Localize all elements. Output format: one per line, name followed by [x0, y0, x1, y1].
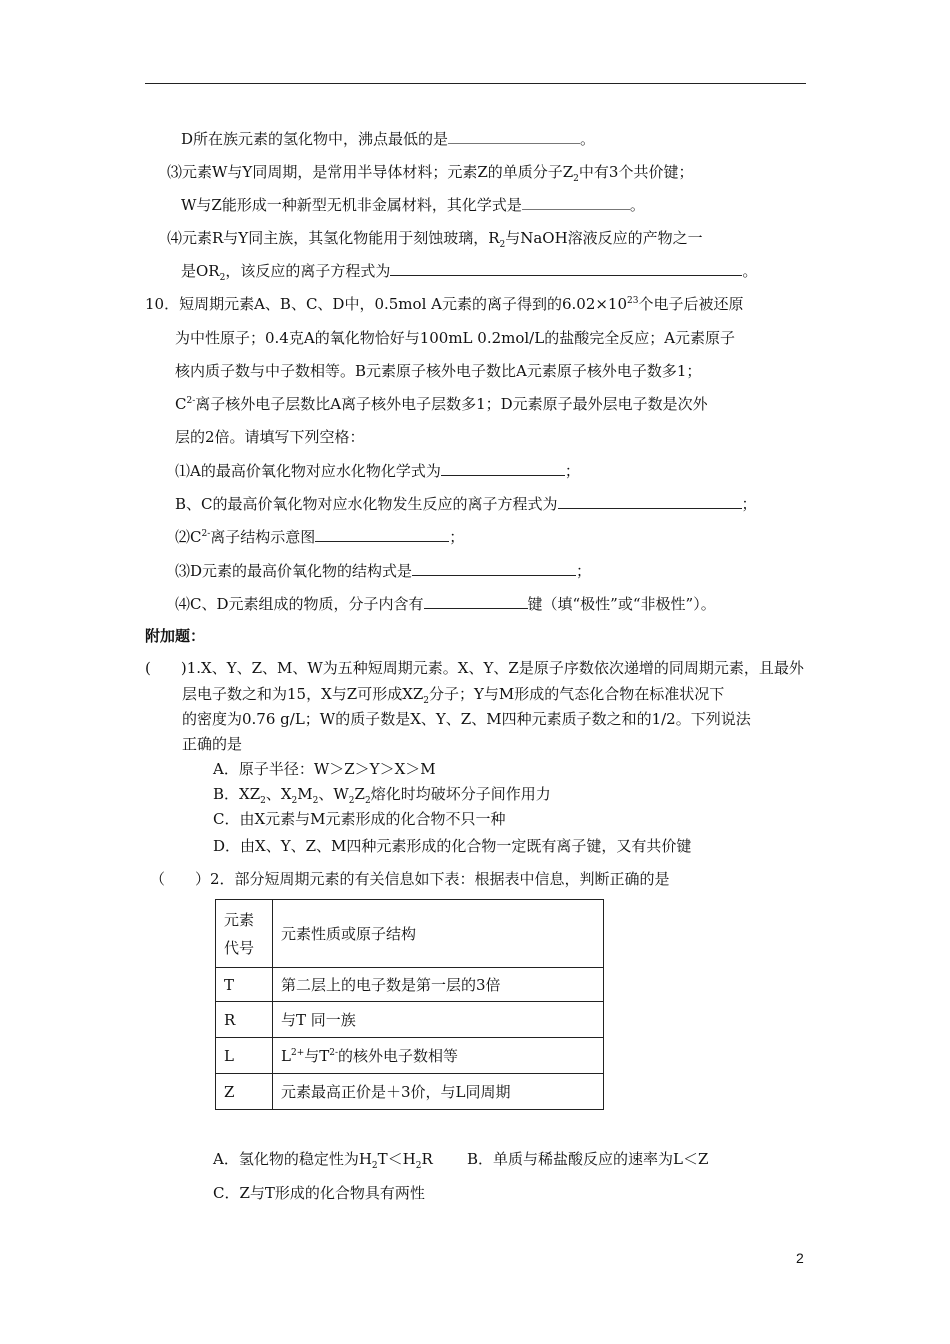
answer-blank[interactable]: [412, 561, 576, 576]
extra-q1-option-d: D．由X、Y、Z、M四种元素形成的化合物一定既有离子键，又有共价键: [213, 837, 692, 855]
header-code: 元素 代号: [216, 900, 273, 968]
q9-part4-line2: 是$OR_2$，该反应的离子方程式为 。: [181, 262, 758, 283]
element-code: T: [216, 968, 273, 1002]
q9-part4-line1: ⑷元素R与Y同主族，其氢化物能用于刻蚀玻璃，$R_2$与NaOH溶液反应的产物之一: [167, 229, 703, 250]
answer-bracket[interactable]: ( ): [145, 659, 187, 677]
element-desc: 与T 同一族: [273, 1002, 604, 1038]
q10-sub1: ⑴A的最高价氧化物对应水化物化学式为 ；: [175, 462, 580, 480]
answer-blank[interactable]: [441, 461, 565, 476]
extra-q1-option-a: A．原子半径：W＞Z＞Y＞X＞M: [213, 760, 436, 778]
extra-q1-option-c: C．由X元素与M元素形成的化合物不只一种: [213, 810, 506, 828]
element-desc: $L^{2+}$与$T^{2-}$的核外电子数相等: [273, 1038, 604, 1074]
answer-blank[interactable]: [390, 261, 742, 276]
q9-part3-line2: W与Z能形成一种新型无机非金属材料，其化学式是 。: [181, 196, 645, 214]
extra-q2-option-c: C．Z与T形成的化合物具有两性: [213, 1184, 425, 1202]
extra-q1-line1: ( )1.X、Y、Z、M、W为五种短周期元素。X、Y、Z是原子序数依次递增的同周期元素，且最外: [145, 659, 804, 677]
extra-q1-line3: 的密度为0.76 g/L；W的质子数是X、Y、Z、M四种元素质子数之和的1/2。下列说法: [182, 710, 751, 728]
answer-blank[interactable]: [315, 527, 449, 542]
q10-sub1b: B、C的最高价氧化物对应水化物发生反应的离子方程式为 ；: [175, 495, 757, 513]
q10-sub3: ⑶D元素的最高价氧化物的结构式是 ；: [175, 562, 592, 580]
table-row: [216, 1002, 604, 1038]
element-code: Z: [216, 1074, 273, 1110]
q10-line5: 层的2倍。请填写下列空格：: [175, 428, 365, 446]
element-desc: 元素最高正价是＋3价，与L同周期: [273, 1074, 604, 1110]
element-info-table: [215, 899, 604, 1110]
header-property: 元素性质或原子结构: [273, 900, 604, 968]
q10-sub4: ⑷C、D元素组成的物质，分子内含有 键（填“极性”或“非极性”）。: [175, 595, 716, 613]
extra-heading: 附加题：: [145, 627, 206, 645]
extra-q2-stem: （ ）2．部分短周期元素的有关信息如下表：根据表中信息，判断正确的是: [150, 870, 670, 888]
answer-blank[interactable]: [448, 129, 580, 144]
q10-line2: 为中性原子；0.4克A的氧化物恰好与100mL 0.2mol/L的盐酸完全反应；A元素原子: [175, 329, 736, 347]
extra-q1-line4: 正确的是: [182, 735, 243, 753]
answer-blank[interactable]: [522, 195, 630, 210]
table-row: [216, 968, 604, 1002]
q9-part3-line1: ⑶元素W与Y同周期，是常用半导体材料；元素Z的单质分子$Z_2$中有3个共价键；: [167, 163, 694, 184]
answer-blank[interactable]: [558, 494, 742, 509]
q10-line3: 核内质子数与中子数相等。B元素原子核外电子数比A元素原子核外电子数多1；: [175, 362, 702, 380]
q9-line-d: D所在族元素的氢化物中，沸点最低的是 。: [181, 130, 596, 148]
q10-sub2: $⑵C^{2-}$离子结构示意图 ；: [175, 528, 465, 546]
extra-q2-option-a: A．氢化物的稳定性为$H_2T<H_2R$: [213, 1150, 433, 1171]
element-code: L: [216, 1038, 273, 1074]
table-header-row: [216, 900, 604, 968]
element-code: R: [216, 1002, 273, 1038]
table-row: [216, 1038, 604, 1074]
answer-blank[interactable]: [424, 594, 528, 609]
q10-line4: $C^{2-}$离子核外电子层数比A离子核外电子层数多1；D元素原子最外层电子数是次外: [175, 395, 708, 413]
page-number: 2: [796, 1250, 804, 1266]
extra-q1-line2: 层电子数之和为15，X与Z可形成$XZ_2$分子；Y与M形成的气态化合物在标准状况下: [182, 685, 725, 706]
extra-q2-option-b: B．单质与稀盐酸反应的速率为L＜Z: [467, 1150, 709, 1168]
table-row: [216, 1074, 604, 1110]
header-rule: [145, 83, 806, 84]
answer-bracket[interactable]: （ ）: [150, 870, 211, 888]
q10-line1: 10．短周期元素A、B、C、D中，0.5mol A元素的离子得到的$6.02\times 10^{23}$个电子后被还原: [145, 295, 744, 313]
element-desc: 第二层上的电子数是第一层的3倍: [273, 968, 604, 1002]
extra-q1-option-b: B．$XZ_2$、$X_2M_2$、$W_2Z_2$熔化时均破坏分子间作用力: [213, 785, 551, 806]
